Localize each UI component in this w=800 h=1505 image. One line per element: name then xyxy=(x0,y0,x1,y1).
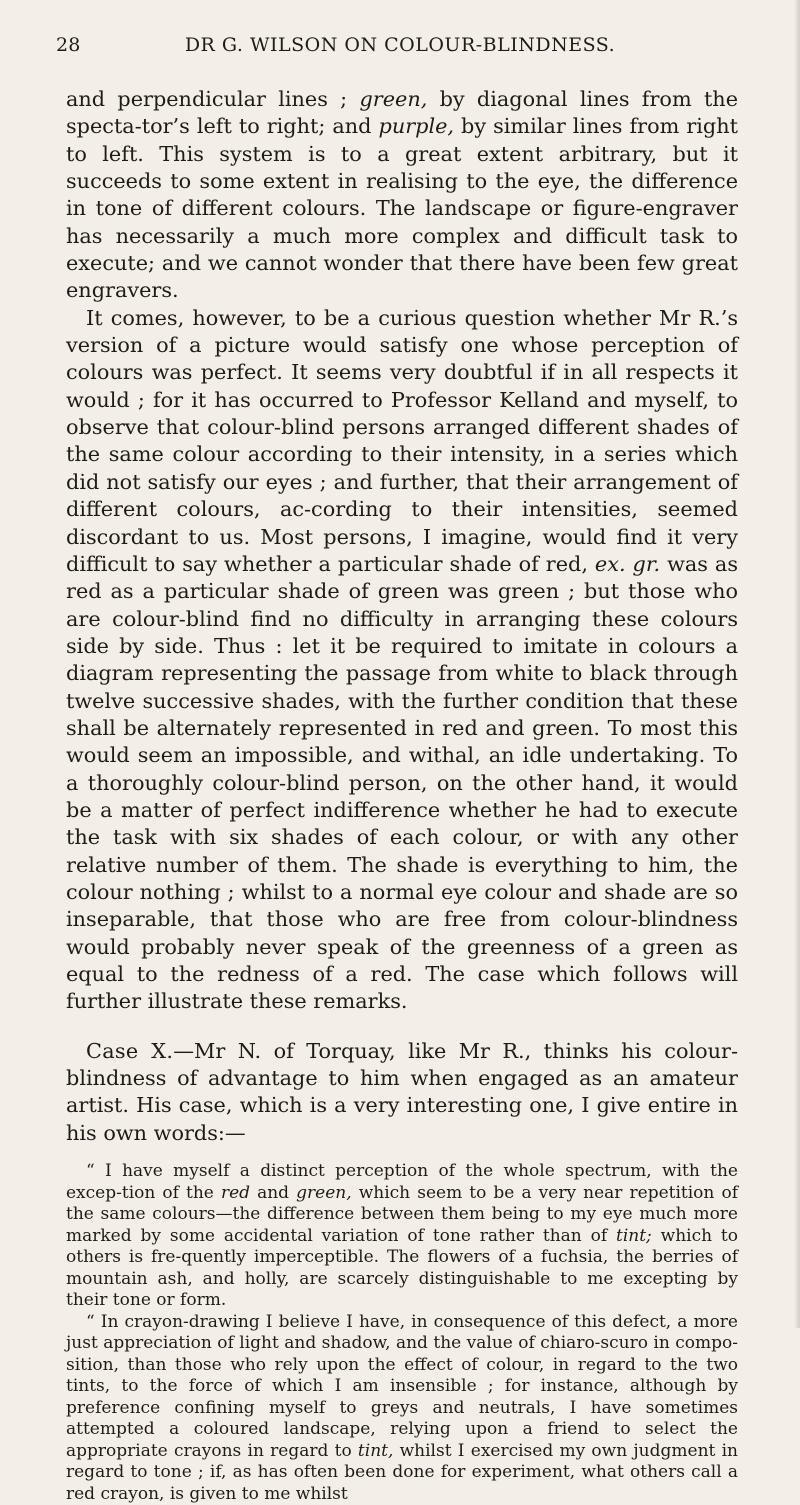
paragraph-case-x xyxy=(66,1038,738,1147)
page-header xyxy=(0,34,800,64)
text-span: by similar lines from right to left. This system is to a great extent arbitrary, but it succeeds to some extent in realising to the eye, the difference in tone of different colours. The landscape or figure-engraver has necessarily a much more complex and difficult task to execute; and we cannot wonder that there have been few great engravers. xyxy=(66,114,738,303)
italic-span: green, xyxy=(296,1182,352,1203)
text-span: “ In crayon-drawing I believe I have, in consequence of this defect, a more just appreciation of light and shadow, and the value of chiaro-scuro in compo-sition, than those who rely upon the effect of colour, in regard to the two tints, to the force of which I am insensible ; for instance, although by preference confining myself to greys and neutrals, I have sometimes attempted a coloured landscape, relying upon a friend to select the appropriate crayons in regard to xyxy=(66,1311,738,1461)
text-span: which seem to be a very near repetition of the same colours—the difference between them being to my eye much more marked by some accidental variation of tone rather than of xyxy=(66,1182,738,1246)
text-span: It comes, however, to be a curious question whether Mr R.’s version of a picture would satisfy one whose perception of colours was perfect. It seems very doubtful if in all respects it would ; for it has occurred to Professor Kelland and myself, to observe that colour-blind persons arranged different shades of the same colour according to their intensity, in a series which did not satisfy our eyes ; and further, that their arrangement of different colours, ac-cording to their intensities, seemed discordant to us. Most persons, I imagine, would find it very difficult to say whether a particular shade of red, xyxy=(66,305,738,576)
italic-span: green, xyxy=(359,87,428,111)
paragraph-1 xyxy=(66,86,738,305)
italic-span: ex. gr. xyxy=(594,551,661,576)
case-label: Case X. xyxy=(86,1038,174,1063)
text-span: which to others is fre-quently imperceptible. The flowers of a fuchsia, the berries of mountain ash, and holly, are scarcely distinguishable to me excepting by their tone or form. xyxy=(66,1225,738,1311)
paragraph-2 xyxy=(66,305,738,1016)
italic-span: red xyxy=(220,1182,251,1203)
text-span: whilst I exercised my own judgment in regard to tone ; if, as has often been done for experiment, what others call a red crayon, is given to me whilst xyxy=(66,1440,738,1504)
text-span: and xyxy=(250,1182,297,1203)
text-span: was as red as a particular shade of green was green ; but those who are colour-blind find no difficulty in arranging these colours side by side. Thus : let it be required to imitate in colours a diagram representing the passage from white to black through twelve successive shades, with the further condition that these shall be alternately represented in red and green. To most this would seem an impossible, and withal, an idle undertaking. To a thoroughly colour-blind person, on the other hand, it would be a matter of perfect indifference whether he had to execute the task with six shades of each colour, or with any other relative number of them. The shade is everything to him, the colour nothing ; whilst to a normal eye colour and shade are so inseparable, that those who are free from colour-blindness would probably never speak of the greenness of a green as equal to the redness of a red. The case which follows will further illustrate these remarks. xyxy=(66,551,739,1014)
italic-span: purple, xyxy=(378,114,455,139)
italic-span: tint; xyxy=(616,1225,652,1246)
italic-span: tint, xyxy=(357,1440,394,1461)
text-span: and perpendicular lines ; xyxy=(66,87,360,111)
quote-paragraph-2 xyxy=(66,1312,738,1505)
text-span: by diagonal lines from the specta-tor’s left to right; and xyxy=(66,87,738,139)
text-span: “ I have myself a distinct perception of the whole spectrum, with the excep-tion of the xyxy=(66,1161,738,1203)
page-number: 28 xyxy=(56,34,81,56)
page-edge-shadow xyxy=(794,0,800,1328)
running-title: DR G. WILSON ON COLOUR-BLINDNESS. xyxy=(184,34,616,56)
body-text xyxy=(66,86,738,1505)
text-span: —Mr N. of Torquay, like Mr R., thinks his colour-blindness of advantage to him when engaged as an amateur artist. His case, which is a very interesting one, I give entire in his own words:— xyxy=(66,1038,739,1145)
quote-paragraph-1 xyxy=(66,1161,738,1312)
quotation-block xyxy=(66,1161,738,1505)
